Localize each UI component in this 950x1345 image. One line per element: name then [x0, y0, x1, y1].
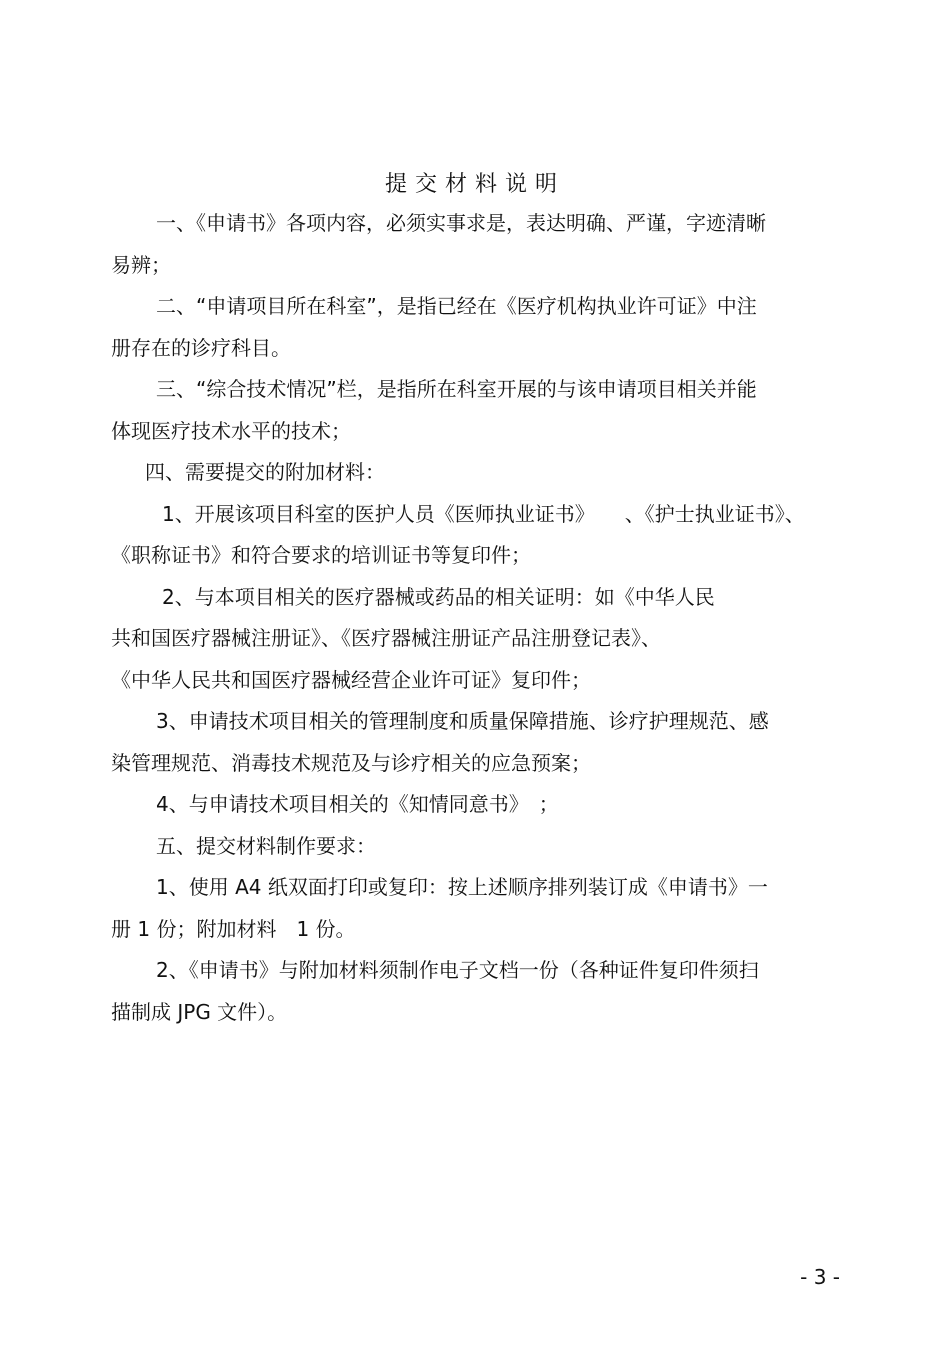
section-heading: 四、需要提交的附加材料：	[145, 460, 385, 484]
paragraph-line: 一、《申请书》各项内容，必须实事求是，表达明确、严谨，字迹清晰	[156, 211, 766, 235]
paragraph-line: 2、与本项目相关的医疗器械或药品的相关证明：如《中华人民	[162, 585, 715, 609]
paragraph-line: 4、与申请技术项目相关的《知情同意书》 ；	[156, 792, 559, 816]
paragraph-line: 染管理规范、消毒技术规范及与诊疗相关的应急预案；	[111, 751, 591, 775]
paragraph-line: 1、使用 A4 纸双面打印或复印：按上述顺序排列装订成《申请书》一	[156, 875, 768, 899]
paragraph-line: 《职称证书》和符合要求的培训证书等复印件；	[111, 543, 531, 567]
paragraph-line: 三、“综合技术情况”栏，是指所在科室开展的与该申请项目相关并能	[156, 377, 757, 401]
paragraph-line: 二、“申请项目所在科室”，是指已经在《医疗机构执业许可证》中注	[156, 294, 757, 318]
page-number: - 3 -	[800, 1265, 840, 1289]
paragraph-line: 1、开展该项目科室的医护人员《医师执业证书》 、《护士执业证书》、	[162, 502, 805, 526]
paragraph-line: 《中华人民共和国医疗器械经营企业许可证》复印件；	[111, 668, 591, 692]
paragraph-line: 易辨；	[111, 253, 171, 277]
paragraph-line: 册存在的诊疗科目。	[111, 336, 291, 360]
section-heading: 五、提交材料制作要求：	[156, 834, 376, 858]
paragraph-line: 共和国医疗器械注册证》、《医疗器械注册证产品注册登记表》、	[111, 626, 661, 650]
paragraph-line: 2、《申请书》与附加材料须制作电子文档一份（各种证件复印件须扫	[156, 958, 759, 982]
paragraph-line: 册 1 份；附加材料 1 份。	[111, 917, 356, 941]
paragraph-line: 体现医疗技术水平的技术；	[111, 419, 351, 443]
page-title: 提交材料说明	[384, 172, 565, 197]
paragraph-line: 描制成 JPG 文件）。	[111, 1000, 288, 1024]
paragraph-line: 3、申请技术项目相关的管理制度和质量保障措施、诊疗护理规范、感	[156, 709, 769, 733]
